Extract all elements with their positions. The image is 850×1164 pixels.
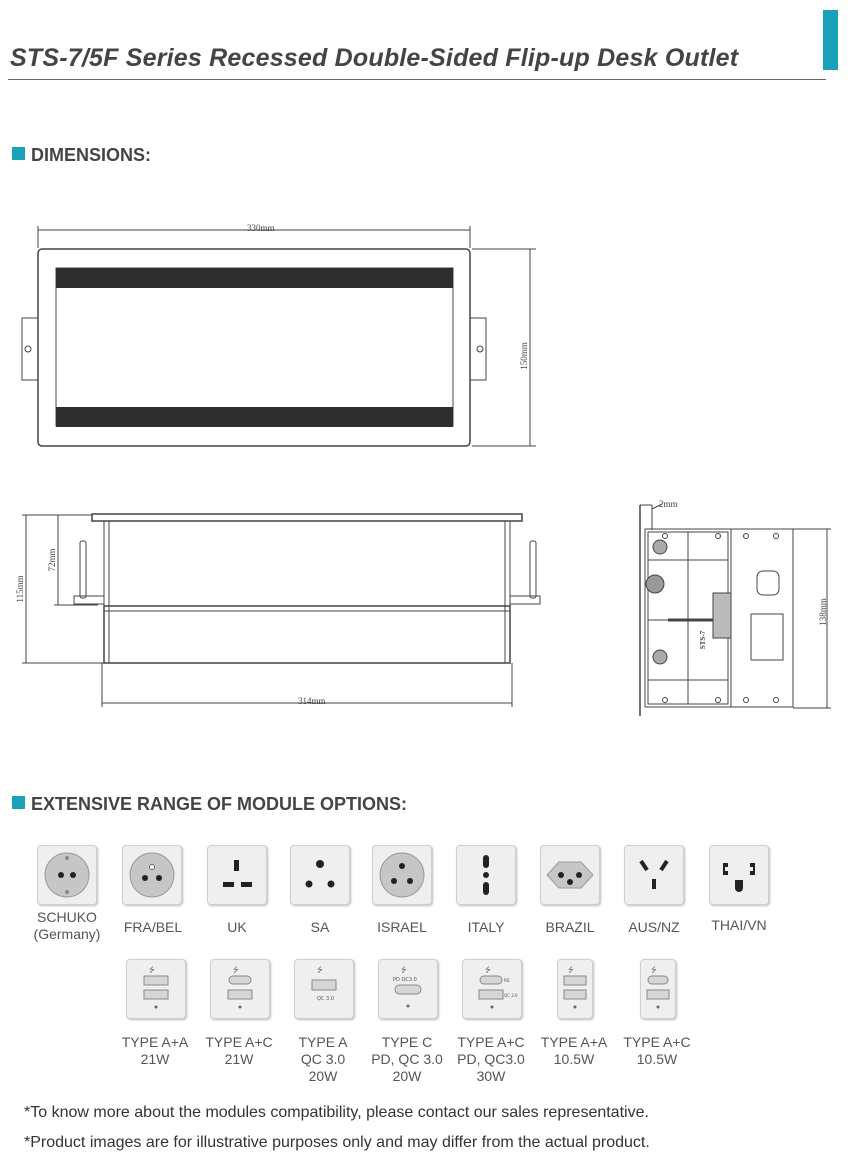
usb-ac-small-module-icon — [640, 959, 676, 1019]
usb-c-pd-type: TYPE C — [381, 1034, 433, 1050]
end-window — [751, 614, 783, 660]
usb-a-qc-power: 20W — [308, 1068, 338, 1084]
right-screw-hole — [477, 346, 483, 352]
fra-bel-socket-icon — [122, 845, 182, 905]
aus-nz-label: AUS/NZ — [628, 919, 680, 935]
illustration-disclaimer: *Product images are for illustrative purposes only and may differ from the actual product. — [24, 1134, 650, 1151]
dimensions-heading-text: DIMENSIONS: — [31, 145, 152, 165]
brazil-socket-icon — [540, 845, 600, 905]
bottom-width-label: 314mm — [298, 696, 326, 706]
right-mounting-ear — [470, 318, 486, 380]
side-upper-body — [104, 521, 510, 606]
svg-text:⭍: ⭍ — [317, 966, 323, 974]
usb-ac-small-power: 10.5W — [636, 1051, 678, 1067]
side-lower-body — [104, 606, 510, 663]
thai-vn-socket-icon — [709, 845, 769, 905]
usb-a-qc-spec: QC 3.0 — [300, 1051, 346, 1067]
usb-ac-pd-spec: PD, QC3.0 — [457, 1051, 525, 1067]
side-total-height-label: 115mm — [15, 575, 25, 603]
usb-c-pd-module-icon — [378, 959, 438, 1019]
sa-label: SA — [310, 919, 330, 935]
usb-c-pd-label — [362, 1034, 452, 1085]
end-socket-panel — [731, 529, 793, 707]
usb-aa-module-icon — [126, 959, 186, 1019]
right-clamp-screw — [530, 541, 536, 598]
usb-ac-power: 21W — [224, 1051, 254, 1067]
usb-aa-power: 21W — [140, 1051, 170, 1067]
italy-label: ITALY — [467, 919, 505, 935]
side-top-flange — [92, 514, 522, 521]
usb-aa-type: TYPE A+A — [121, 1034, 189, 1050]
usb-aa-small-module-icon — [557, 959, 593, 1019]
usb-a-qc-port-text: QC 3.0 — [317, 996, 334, 1002]
usb-ac-small-label — [612, 1034, 702, 1068]
modules-heading — [12, 794, 407, 815]
usb-c-pd-spec: PD, QC 3.0 — [371, 1051, 443, 1067]
end-view-drawing — [640, 504, 831, 716]
israel-label: ISRAEL — [377, 919, 427, 935]
end-latch — [713, 593, 731, 638]
end-hinge-bottom — [653, 650, 667, 664]
aus-nz-socket-icon — [624, 845, 684, 905]
side-upper-height-label: 72mm — [47, 548, 57, 572]
svg-text:⭍: ⭍ — [651, 966, 657, 974]
usb-c-pd-port-text: PD QC3.0 — [393, 977, 417, 983]
uk-socket-icon — [207, 845, 267, 905]
usb-aa-small-type: TYPE A+A — [540, 1034, 608, 1050]
bottom-brush-strip — [56, 407, 453, 427]
usb-ac-pd-module-icon — [462, 959, 522, 1019]
end-top-label: 2mm — [659, 499, 678, 509]
left-clamp-screw — [80, 541, 86, 598]
top-brush-strip — [56, 268, 453, 288]
svg-text:⭍: ⭍ — [401, 966, 407, 974]
side-view-drawing — [22, 514, 540, 707]
usb-a-qc-module-icon — [294, 959, 354, 1019]
usb-aa-label — [110, 1034, 200, 1068]
schuko-sublabel: (Germany) — [33, 926, 101, 942]
uk-label: UK — [227, 919, 247, 935]
schuko-label — [26, 909, 108, 943]
usb-c-pd-power: 20W — [392, 1068, 422, 1084]
usb-ac-pd-type: TYPE A+C — [457, 1034, 525, 1050]
usb-ac-module-icon — [210, 959, 270, 1019]
schuko-label-line: SCHUKO — [37, 909, 97, 925]
svg-text:⭍: ⭍ — [485, 966, 491, 974]
svg-text:⭍: ⭍ — [568, 966, 574, 974]
usb-ac-label — [194, 1034, 284, 1068]
usb-ac-type: TYPE A+C — [205, 1034, 273, 1050]
thai-vn-label: THAI/VN — [711, 917, 767, 933]
end-hinge-top — [653, 540, 667, 554]
end-model-label: STS-7 — [699, 630, 707, 650]
usb-a-qc-label — [278, 1034, 368, 1085]
israel-socket-icon — [372, 845, 432, 905]
top-panel — [56, 268, 453, 426]
schuko-socket-icon — [37, 845, 97, 905]
usb-ac-pd-port-text: PD — [504, 978, 510, 983]
page-title: STS-7/5F Series Recessed Double-Sided Flip-up Desk Outlet — [10, 44, 739, 72]
usb-ac-pd-label — [446, 1034, 536, 1085]
fra-bel-label: FRA/BEL — [123, 919, 183, 935]
svg-text:⭍: ⭍ — [233, 966, 239, 974]
top-height-label: 150mm — [519, 342, 529, 370]
usb-ac-pd-port-text-2: QC 3.0 — [504, 993, 518, 998]
italy-socket-icon — [456, 845, 516, 905]
heading-square-icon — [12, 796, 25, 809]
left-clamp — [74, 596, 104, 604]
end-hinge-mid — [646, 575, 664, 593]
sa-socket-icon — [290, 845, 350, 905]
end-height-label: 138mm — [818, 598, 828, 626]
usb-ac-small-type: TYPE A+C — [623, 1034, 691, 1050]
svg-text:⭍: ⭍ — [149, 966, 155, 974]
usb-aa-small-label — [529, 1034, 619, 1068]
top-width-label: 330mm — [247, 223, 275, 233]
top-view-drawing — [22, 226, 536, 446]
compatibility-note: *To know more about the modules compatibility, please contact our sales representative. — [24, 1104, 649, 1121]
left-screw-hole — [25, 346, 31, 352]
usb-a-qc-type: TYPE A — [298, 1034, 348, 1050]
left-mounting-ear — [22, 318, 38, 380]
brazil-label: BRAZIL — [545, 919, 595, 935]
end-socket-outline — [757, 571, 779, 595]
usb-aa-small-power: 10.5W — [553, 1051, 595, 1067]
modules-heading-text: EXTENSIVE RANGE OF MODULE OPTIONS: — [31, 794, 408, 814]
usb-ac-pd-power: 30W — [476, 1068, 506, 1084]
